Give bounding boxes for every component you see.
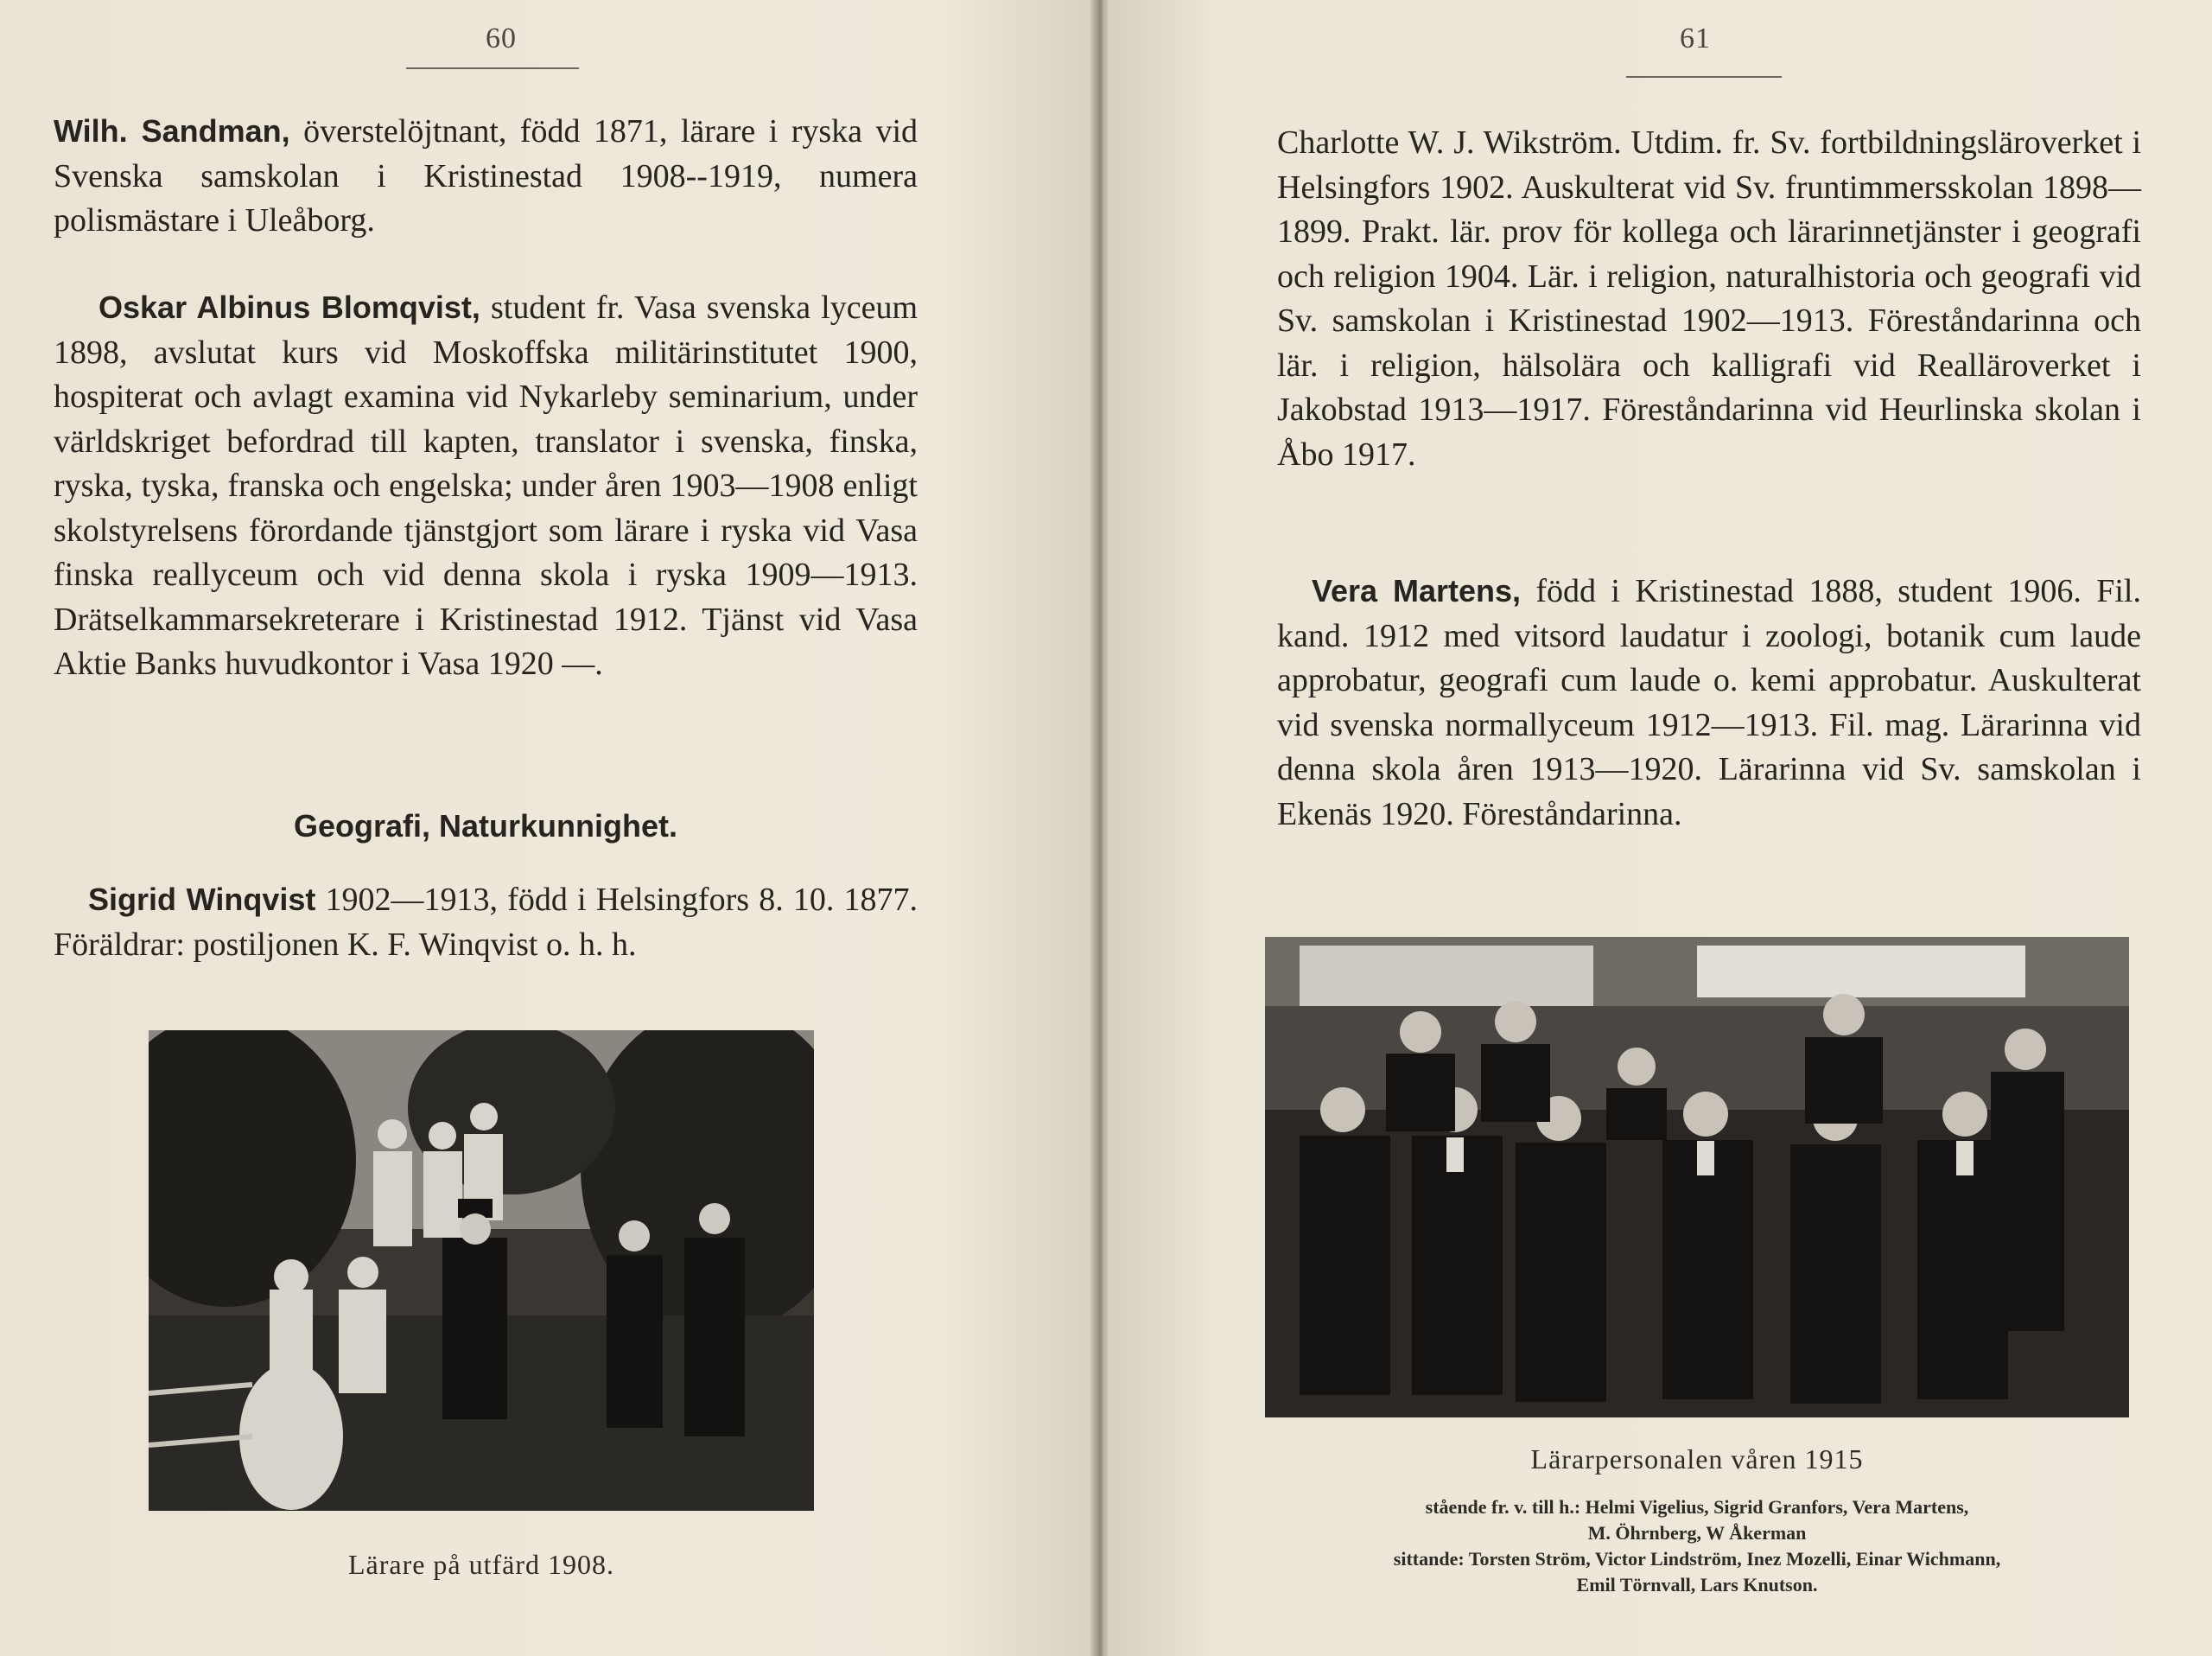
entry-name: Wilh. Sandman, [54, 113, 290, 149]
entry-text: överstelöjtnant, född 1871, lärare i ryska vid Svenska samskolan i Kristinestad 1908--1919, numera polismästare i Uleåborg. [54, 113, 918, 239]
entry-sandman [54, 109, 918, 244]
caption-sitting-label: sittande: [1393, 1548, 1465, 1570]
photo-excursion-image [149, 1030, 814, 1511]
photo-caption-right [1265, 1443, 2129, 1598]
caption-standing-names-1: Helmi Vigelius, Sigrid Granfors, Vera Martens, [1585, 1496, 1969, 1518]
caption-sitting-names-2: Emil Törnvall, Lars Knutson. [1576, 1574, 1818, 1595]
photo-excursion-1908 [149, 1030, 814, 1511]
page-number-rule-right [1626, 76, 1782, 78]
entry-martens [1277, 569, 2141, 837]
caption-standing-line-1 [1265, 1494, 2129, 1520]
entry-wikstrom [1277, 121, 2141, 477]
caption-standing-label: stående fr. v. till h.: [1425, 1496, 1581, 1518]
entry-text: student fr. Vasa svenska lyceum 1898, avslutat kurs vid Moskoffska militärinstitutet 1900, hospiterat och avlagt examina vid Nykarleby seminarium, under världskriget befordrad till kapten, translator i svenska, finska, ryska, tyska, franska och engelska; under åren 1903—1908 enligt skolstyrelsens förordande tjänstgjort som lärare i ryska vid Vasa finska reallyceum och vid denna skola i ryska 1909—1913. Drätselkammarsekreterare i Kristinestad 1912. Tjänst vid Vasa Aktie Banks huvudkontor i Vasa 1920 —. [54, 290, 918, 682]
entry-winqvist [54, 877, 918, 967]
caption-sitting-line-1 [1265, 1546, 2129, 1572]
entry-name: Oskar Albinus Blomqvist, [99, 290, 480, 325]
caption-standing-names-2: M. Öhrnberg, W Åkerman [1587, 1522, 1807, 1544]
entry-name: Sigrid Winqvist [88, 882, 316, 917]
entry-text: 1902—1913, född i Helsingfors 8. 10. 1877. Föräldrar: postiljonen K. F. Winqvist o. h. h. [54, 882, 918, 963]
entry-text: född i Kristinestad 1888, student 1906. Fil. kand. 1912 med vitsord laudatur i zoologi, botanik cum laude approbatur, geografi cum laude o. kemi approbatur. Auskulterat vid svenska normallyceum 1912—1913. Fil. mag. Lärarinna vid denna skola åren 1913—1920. Lärarinna vid Sv. samskolan i Ekenäs 1920. Föreståndarinna. [1277, 573, 2141, 832]
page-number-left: 60 [486, 22, 517, 54]
entry-name: Vera Martens, [1312, 573, 1521, 608]
photo-staff-image [1265, 937, 2129, 1417]
caption-title: Lärarpersonalen våren 1915 [1530, 1443, 1864, 1474]
section-heading: Geografi, Naturkunnighet. [293, 808, 678, 844]
page-number-right: 61 [1680, 22, 1711, 54]
entry-blomqvist [54, 285, 918, 687]
left-page [0, 0, 1096, 1656]
photo-staff-1915 [1265, 937, 2129, 1417]
photo-caption-left: Lärare på utfärd 1908. [347, 1549, 615, 1580]
entry-text: Charlotte W. J. Wikström. Utdim. fr. Sv. fortbildningsläroverket i Helsingfors 1902. Auskulterat vid Sv. fruntimmersskolan 1898—1899. Prakt. lär. prov för kollega och lärarinnetjänster i geografi och religion 1904. Lär. i religion, naturalhistoria och geografi vid Sv. samskolan i Kristinestad 1902—1913. Föreståndarinna och lär. i religion, hälsolära och kalligrafi vid Realläroverket i Jakobstad 1913—1917. Föreståndarinna vid Heurlinska skolan i Åbo 1917. [1277, 124, 2141, 473]
right-page [1108, 0, 2212, 1656]
page-number-rule-left [406, 67, 579, 69]
caption-sitting-names-1: Torsten Ström, Victor Lindström, Inez Mozelli, Einar Wichmann, [1468, 1548, 2001, 1570]
